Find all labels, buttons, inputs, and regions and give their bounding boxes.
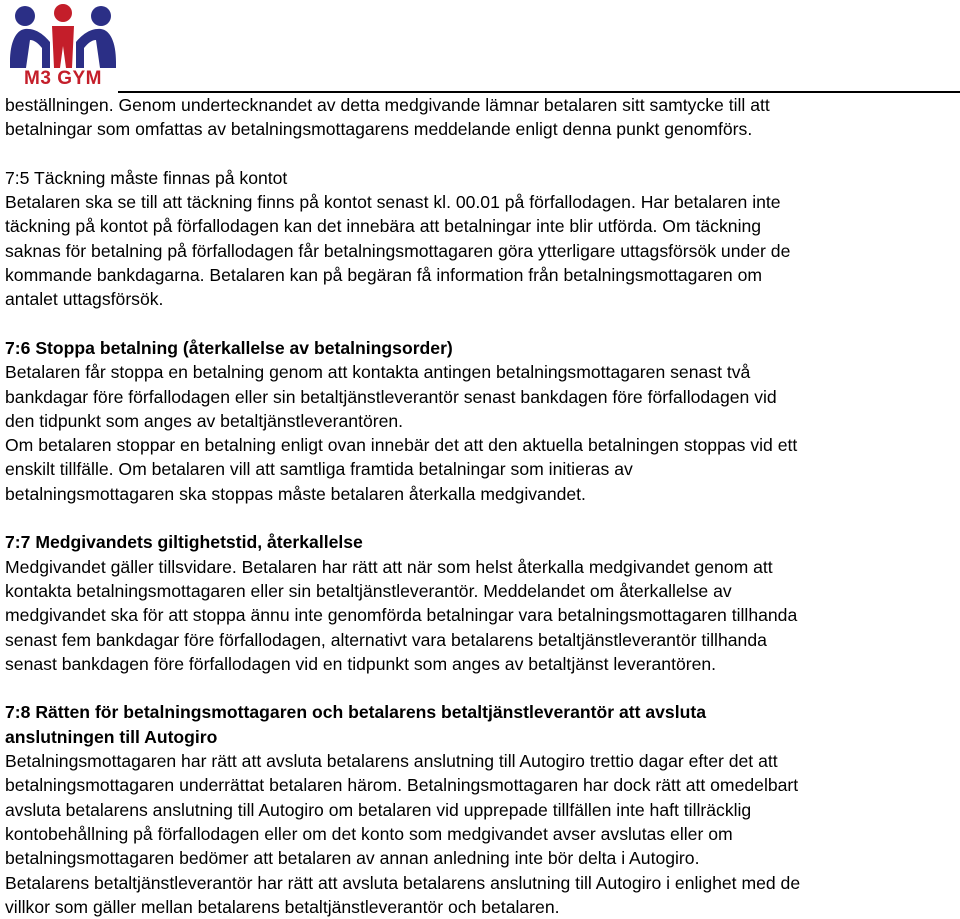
paragraph-gap (5, 676, 955, 700)
section-heading: 7:6 Stoppa betalning (återkallelse av betalningsorder) (5, 337, 453, 358)
body-line: den tidpunkt som anges av betaltjänstleverantören. (5, 410, 404, 431)
paragraph-gap (5, 506, 955, 530)
body-line: Betalarens betaltjänstleverantör har rätt att avsluta betalarens anslutning till Autogiro i enlighet med de (5, 872, 801, 893)
body-line: Betalaren ska se till att täckning finns på kontot senast kl. 00.01 på förfallodagen. Har betalaren inte (5, 192, 781, 213)
section-heading: 7:5 Täckning måste finnas på kontot (5, 167, 288, 188)
paragraph-gap (5, 312, 955, 336)
body-line: antalet uttagsförsök. (5, 289, 164, 310)
body-line: Betalningsmottagaren har rätt att avsluta betalarens anslutning till Autogiro trettio dagar efter det att (5, 751, 778, 772)
body-line: kontakta betalningsmottagaren eller sin betaltjänstleverantör. Meddelandet om återkallelse av (5, 580, 732, 601)
body-line: kontobehållning på förfallodagen eller om det konto som medgivandet avser avslutas eller om (5, 823, 733, 844)
body-line: täckning på kontot på förfallodagen kan det innebära att betalningar inte blir utförda. Om täckning (5, 216, 762, 237)
section-heading-continued: anslutningen till Autogiro (5, 726, 218, 747)
page-header (0, 0, 960, 95)
body-line: saknas för betalning på förfallodagen får betalningsmottagaren göra ytterligare uttagsförsök under de (5, 240, 791, 261)
logo-text: M3 GYM (24, 68, 102, 89)
body-line: avsluta betalarens anslutning till Autogiro om betalaren vid upprepade tillfällen inte haft tillräcklig (5, 799, 752, 820)
body-line: medgivandet ska för att stoppa ännu inte genomförda betalningar vara betalningsmottagaren tillhanda (5, 605, 798, 626)
body-line: bankdagar före förfallodagen eller sin betaltjänstleverantör senast bankdagen före förfallodagen vid (5, 386, 777, 407)
intro-line: betalningar som omfattas av betalningsmottagarens meddelande enligt denna punkt genomförs. (5, 119, 753, 140)
body-line: Medgivandet gäller tillsvidare. Betalaren har rätt att när som helst återkalla medgivandet genom att (5, 556, 773, 577)
body-line: betalningsmottagaren ska stoppas måste betalaren återkalla medgivandet. (5, 483, 586, 504)
body-line: senast bankdagen före förfallodagen vid en tidpunkt som anges av betaltjänst leverantören. (5, 653, 717, 674)
section-heading: 7:7 Medgivandets giltighetstid, återkallelse (5, 532, 363, 553)
body-line: betalningsmottagaren bedömer att betalaren av annan anledning inte bör delta i Autogiro. (5, 848, 700, 869)
section-heading: 7:8 Rätten för betalningsmottagaren och betalarens betaltjänstleverantör att avsluta (5, 702, 706, 723)
intro-line: beställningen. Genom undertecknandet av detta medgivande lämnar betalaren sitt samtycke till att (5, 95, 770, 115)
document-body (5, 93, 955, 919)
paragraph-gap (5, 142, 955, 166)
body-line: Betalaren får stoppa en betalning genom att kontakta antingen betalningsmottagaren senast två (5, 362, 751, 383)
body-line: villkor som gäller mellan betalarens betaltjänstleverantör och betalaren. (5, 896, 560, 917)
body-line: Om betalaren stoppar en betalning enligt ovan innebär det att den aktuella betalningen stoppas vid ett (5, 435, 798, 456)
body-line: betalningsmottagaren underrättat betalaren härom. Betalningsmottagaren har dock rätt att omedelbart (5, 775, 799, 796)
body-line: kommande bankdagarna. Betalaren kan på begäran få information från betalningsmottagaren om (5, 265, 763, 286)
body-line: senast fem bankdagar före förfallodagen, alternativt vara betalarens betaltjänstleverantör tillhanda (5, 629, 767, 650)
body-line: enskilt tillfälle. Om betalaren vill att samtliga framtida betalningar som initieras av (5, 459, 633, 480)
